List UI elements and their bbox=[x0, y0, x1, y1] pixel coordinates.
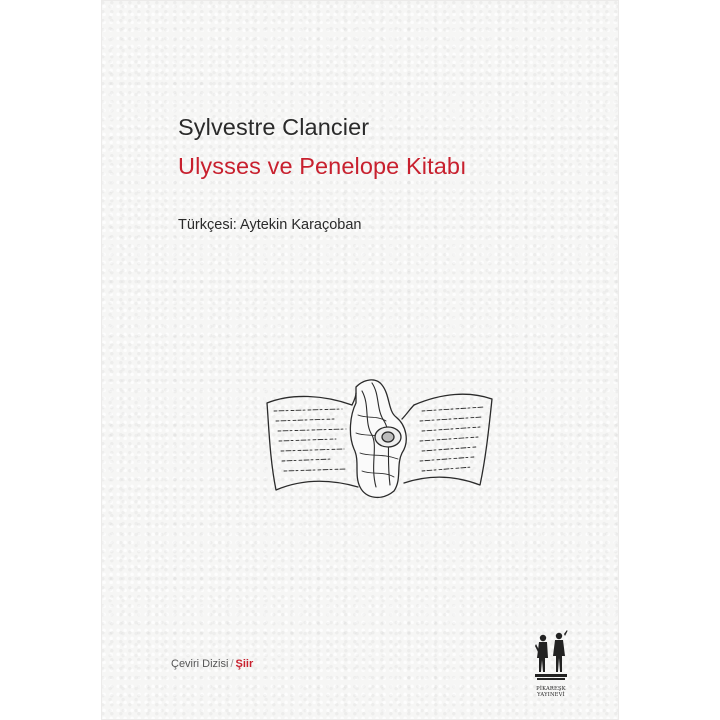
scroll-book-illustration-icon bbox=[264, 375, 496, 505]
series-name: Çeviri Dizisi bbox=[171, 658, 229, 670]
series-genre: Şiir bbox=[235, 658, 254, 670]
publisher-figures-logo-icon bbox=[534, 628, 568, 686]
series-separator: / bbox=[230, 658, 234, 670]
author-name: Sylvestre Clancier bbox=[178, 114, 370, 140]
publisher-name-line2: YAYINEVİ bbox=[537, 692, 565, 698]
series-info bbox=[171, 658, 253, 670]
translator-credit: Türkçesi: Aytekin Karaçoban bbox=[178, 217, 362, 233]
publisher-logo bbox=[533, 628, 569, 702]
book-cover bbox=[101, 0, 619, 720]
book-title: Ulysses ve Penelope Kitabı bbox=[178, 153, 467, 179]
publisher-name-line1: PİKAREŞK bbox=[536, 686, 566, 692]
